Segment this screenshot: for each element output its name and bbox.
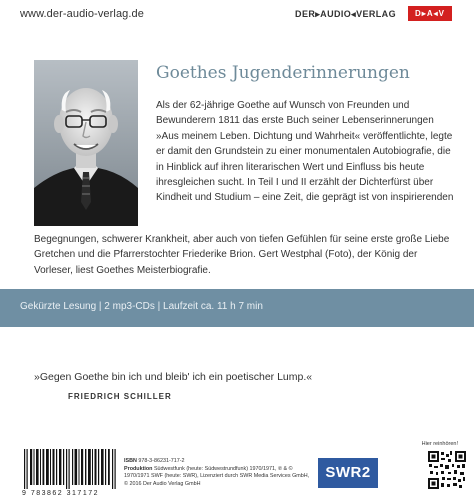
portrait-photo: [34, 60, 138, 226]
legal-fineprint: [124, 458, 344, 488]
barcode-bars: [22, 449, 118, 489]
copyright-line: © 2016 Der Audio Verlag GmbH: [124, 480, 201, 487]
blurb-text-lower: Begegnungen, schwerer Krankheit, aber auch von tiefen Gefühlen für seine erste große Liebe Gretchen und die Pfarrerstochter Friederike Brion. Gert Westphal (Foto), der König der Vorleser, liest Goethes Meisterbiografie.: [34, 234, 450, 276]
product-info-text: Gekürzte Lesung | 2 mp3-CDs | Laufzeit ca. 11 h 7 min: [20, 301, 263, 312]
book-title: Goethes Jugenderinnerungen: [156, 63, 410, 83]
publisher-brand: DER▸AUDIO◂VERLAG: [295, 9, 396, 19]
qr-code-pattern: [427, 450, 467, 490]
swr2-logo: SWR2: [318, 458, 378, 488]
quote-text: »Gegen Goethe bin ich und bleib' ich ein poetischer Lump.«: [34, 371, 313, 383]
qr-code-icon[interactable]: [427, 450, 467, 490]
license-line: 1970/1971 SWF (heute: SWR), Lizenziert durch SWR Media Services GmbH,: [124, 473, 310, 480]
top-bar: [0, 0, 474, 40]
isbn-label: ISBN: [124, 458, 137, 464]
publisher-url[interactable]: www.der-audio-verlag.de: [20, 8, 144, 20]
dav-logo: D▸A◂V: [408, 6, 452, 21]
listen-here-label: Hier reinhören!: [421, 441, 458, 447]
blurb-text-upper: Als der 62-jährige Goethe auf Wunsch von Freunden und Bewunderern 1811 das erste Buch seiner Lebenserinnerungen »Aus meinem Leben. Dichtung und Wahrheit« veröffentlichte, legte er damit den Grundstein zu einer monumentalen Autobiografie, die in Hinblick auf ihren literarischen Wert und Einfluss bis heute ihresgleichen sucht. In Teil I und II erzählt der Dichterfürst über Kindheit und Studium – eine Zeit, die geprägt ist von inspirierenden: [156, 100, 454, 204]
produktion-line: [124, 466, 344, 474]
product-info-band: [0, 289, 474, 327]
isbn-value: 978-3-86231-717-2: [138, 458, 185, 464]
portrait-illustration: [34, 60, 138, 226]
barcode-number: 9 783862 317172: [22, 490, 99, 497]
quote-author: FRIEDRICH SCHILLER: [68, 392, 172, 401]
produktion-label: Produktion: [124, 465, 153, 472]
produktion-value: Südwestfunk (heute: Südwestrundfunk) 1970/1971, ℗ & ©: [153, 465, 293, 472]
isbn-line: [124, 458, 344, 466]
